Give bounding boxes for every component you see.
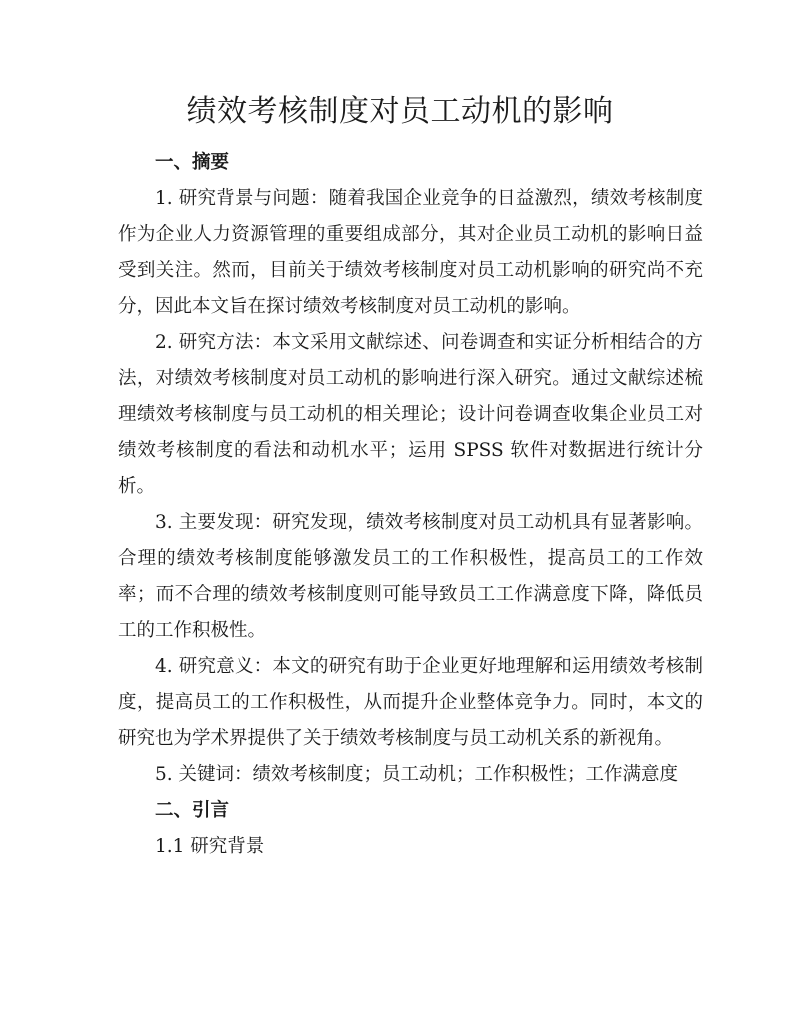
document-title: 绩效考核制度对员工动机的影响 [186, 94, 614, 129]
abstract-paragraph-significance: 4. 研究意义：本文的研究有助于企业更好地理解和运用绩效考核制度，提高员工的工作积极性，从而提升企业整体竞争力。同时，本文的研究也为学术界提供了关于绩效考核制度与员工动机关系的新视角。 [118, 656, 703, 749]
subsection-research-background: 1.1 研究背景 [155, 836, 265, 857]
document-body [118, 145, 703, 865]
introduction-heading: 二、引言 [155, 800, 230, 821]
abstract-heading: 一、摘要 [155, 152, 230, 173]
abstract-paragraph-findings: 3. 主要发现：研究发现，绩效考核制度对员工动机具有显著影响。合理的绩效考核制度能够激发员工的工作积极性，提高员工的工作效率；而不合理的绩效考核制度则可能导致员工工作满意度下降，降低员工的工作积极性。 [118, 512, 703, 641]
abstract-paragraph-background: 1. 研究背景与问题：随着我国企业竞争的日益激烈，绩效考核制度作为企业人力资源管理的重要组成部分，其对企业员工动机的影响日益受到关注。然而，目前关于绩效考核制度对员工动机影响的研究尚不充分，因此本文旨在探讨绩效考核制度对员工动机的影响。 [118, 188, 703, 317]
abstract-paragraph-methods: 2. 研究方法：本文采用文献综述、问卷调查和实证分析相结合的方法，对绩效考核制度对员工动机的影响进行深入研究。通过文献综述梳理绩效考核制度与员工动机的相关理论；设计问卷调查收集企业员工对绩效考核制度的看法和动机水平；运用 SPSS 软件对数据进行统计分析。 [118, 332, 703, 497]
abstract-paragraph-keywords: 5. 关键词：绩效考核制度；员工动机；工作积极性；工作满意度 [155, 764, 679, 785]
